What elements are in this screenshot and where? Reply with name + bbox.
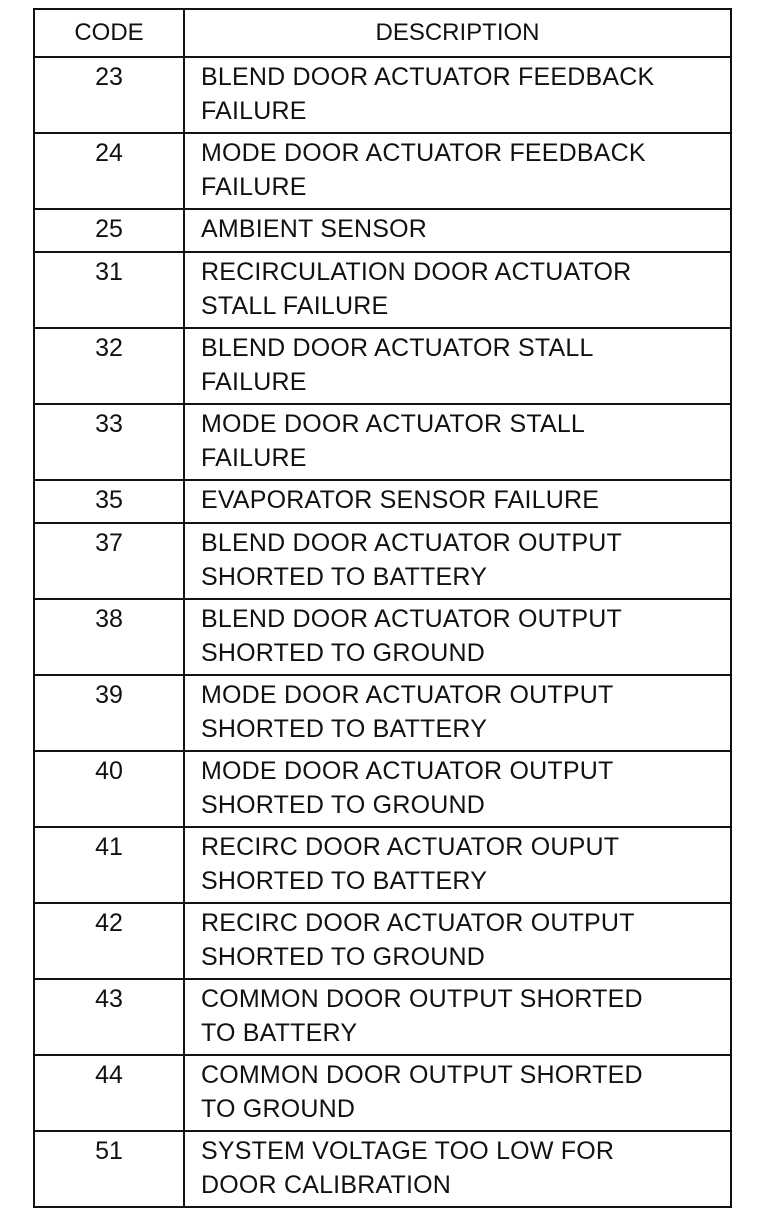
description-line: RECIRC DOOR ACTUATOR OUTPUT — [201, 909, 635, 937]
description-line: BLEND DOOR ACTUATOR OUTPUT — [201, 529, 622, 557]
description-line: MODE DOOR ACTUATOR STALL — [201, 410, 586, 438]
description-line: SHORTED TO BATTERY — [201, 867, 488, 895]
description-cell — [184, 404, 731, 480]
table-row — [34, 979, 731, 1055]
description-line: RECIRC DOOR ACTUATOR OUPUT — [201, 833, 620, 861]
description-cell — [184, 827, 731, 903]
code-cell: 35 — [34, 480, 184, 523]
description-line: SHORTED TO BATTERY — [201, 563, 488, 591]
code-cell: 32 — [34, 328, 184, 404]
description-line: SHORTED TO GROUND — [201, 791, 485, 819]
description-line: TO BATTERY — [201, 1019, 358, 1047]
description-line: MODE DOOR ACTUATOR OUTPUT — [201, 681, 614, 709]
code-cell: 25 — [34, 209, 184, 252]
description-line: BLEND DOOR ACTUATOR FEEDBACK — [201, 63, 655, 91]
header-description: DESCRIPTION — [184, 9, 731, 57]
code-cell: 44 — [34, 1055, 184, 1131]
table-row — [34, 1055, 731, 1131]
table-row — [34, 675, 731, 751]
description-line: FAILURE — [201, 444, 307, 472]
code-cell: 31 — [34, 252, 184, 328]
description-line: SYSTEM VOLTAGE TOO LOW FOR — [201, 1137, 615, 1165]
description-cell — [184, 903, 731, 979]
description-cell — [184, 209, 731, 252]
description-cell — [184, 1055, 731, 1131]
description-cell — [184, 979, 731, 1055]
table-row — [34, 523, 731, 599]
description-line: SHORTED TO GROUND — [201, 639, 485, 667]
code-cell: 37 — [34, 523, 184, 599]
description-line: STALL FAILURE — [201, 292, 389, 320]
table-row — [34, 1131, 731, 1207]
description-line: COMMON DOOR OUTPUT SHORTED — [201, 985, 643, 1013]
code-cell: 23 — [34, 57, 184, 133]
code-cell: 40 — [34, 751, 184, 827]
header-code: CODE — [34, 9, 184, 57]
description-line: FAILURE — [201, 97, 307, 125]
description-cell — [184, 599, 731, 675]
table-row — [34, 480, 731, 523]
table-row — [34, 209, 731, 252]
code-cell: 38 — [34, 599, 184, 675]
description-cell — [184, 252, 731, 328]
code-cell: 43 — [34, 979, 184, 1055]
description-cell — [184, 133, 731, 209]
description-cell — [184, 480, 731, 523]
description-cell — [184, 1131, 731, 1207]
diagnostic-code-table — [33, 8, 732, 1208]
description-line: SHORTED TO BATTERY — [201, 715, 488, 743]
description-line: COMMON DOOR OUTPUT SHORTED — [201, 1061, 643, 1089]
code-cell: 33 — [34, 404, 184, 480]
table-row — [34, 827, 731, 903]
description-line: RECIRCULATION DOOR ACTUATOR — [201, 258, 632, 286]
code-cell: 51 — [34, 1131, 184, 1207]
description-cell — [184, 57, 731, 133]
description-line: AMBIENT SENSOR — [201, 215, 427, 243]
description-line: MODE DOOR ACTUATOR OUTPUT — [201, 757, 614, 785]
description-line: FAILURE — [201, 173, 307, 201]
description-line: EVAPORATOR SENSOR FAILURE — [201, 486, 600, 514]
description-cell — [184, 675, 731, 751]
table-header-row — [34, 9, 731, 57]
description-line: BLEND DOOR ACTUATOR STALL — [201, 334, 594, 362]
code-cell: 41 — [34, 827, 184, 903]
description-line: TO GROUND — [201, 1095, 356, 1123]
code-cell: 39 — [34, 675, 184, 751]
table-row — [34, 903, 731, 979]
description-line: SHORTED TO GROUND — [201, 943, 485, 971]
table-row — [34, 133, 731, 209]
description-cell — [184, 523, 731, 599]
description-line: DOOR CALIBRATION — [201, 1171, 451, 1199]
description-cell — [184, 328, 731, 404]
description-line: FAILURE — [201, 368, 307, 396]
description-line: MODE DOOR ACTUATOR FEEDBACK — [201, 139, 646, 167]
table-row — [34, 751, 731, 827]
table-row — [34, 57, 731, 133]
table-row — [34, 328, 731, 404]
table-row — [34, 252, 731, 328]
table-row — [34, 599, 731, 675]
table-row — [34, 404, 731, 480]
description-cell — [184, 751, 731, 827]
code-cell: 24 — [34, 133, 184, 209]
code-cell: 42 — [34, 903, 184, 979]
description-line: BLEND DOOR ACTUATOR OUTPUT — [201, 605, 622, 633]
